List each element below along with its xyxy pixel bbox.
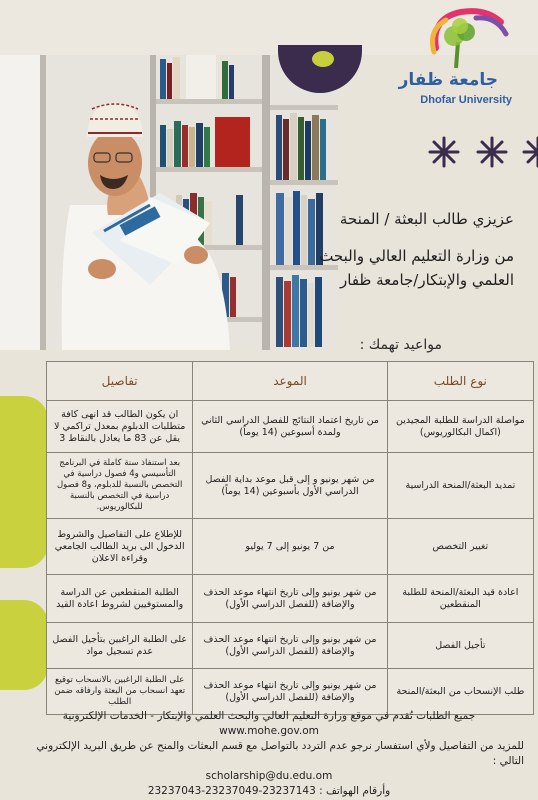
- table-row: [47, 669, 534, 715]
- heading-block: [254, 210, 514, 292]
- decorative-dot: [312, 51, 334, 67]
- cell-details: على الطلبة الراغبين بتأجيل الفصل عدم تسجيل مواد: [47, 623, 193, 669]
- asterisk-decoration: [428, 134, 538, 170]
- logo-arabic-text: جامعة ظفار: [398, 70, 498, 90]
- cell-request-type: مواصلة الدراسة للطلبة المجيدين (اكمال البكالوريوس): [387, 401, 533, 453]
- cell-request-type: تأجيل الفصل: [387, 623, 533, 669]
- cell-details: الطلبة المنقطعين عن الدراسة والمستوفيين لشروط اعادة القيد: [47, 575, 193, 623]
- table-row: [47, 519, 534, 575]
- cell-date: من شهر يونيو وإلى تاريخ انتهاء موعد الحذف والإضافة (للفصل الدراسي الأول): [193, 623, 387, 669]
- footer-phone-numbers: وأرقام الهواتف : 23237143-23237049-23237043: [147, 785, 391, 797]
- important-dates-label: مواعيد تهمك :: [359, 337, 442, 353]
- decorative-lime-bar: [0, 396, 48, 568]
- cell-date: من تاريخ اعتماد النتائج للفصل الدراسي الثاني ولمدة أسبوعين (14 يوماً): [193, 401, 387, 453]
- footer-email-link[interactable]: scholarship@du.edu.om: [205, 770, 333, 782]
- student-photo: [0, 55, 338, 350]
- table-header-row: [47, 362, 534, 401]
- footer: [14, 709, 524, 799]
- table-row: [47, 623, 534, 669]
- cell-request-type: تمديد البعثة/المنحة الدراسية: [387, 453, 533, 519]
- cell-details: بعد استنفاذ سنة كاملة في البرنامج التأسيسي و4 فصول دراسية في التخصص بالنسبة للدبلوم، و8 فصول دراسية في التخصص بالنسبة للبكالوريوس.: [47, 453, 193, 519]
- table-row: [47, 401, 534, 453]
- cell-request-type: طلب الإنسحاب من البعثة/المنحة: [387, 669, 533, 715]
- footer-website-link[interactable]: www.mohe.gov.om: [219, 725, 319, 737]
- cell-date: من 7 يونيو إلى 7 يوليو: [193, 519, 387, 575]
- cell-date: من شهر يونيو وإلى تاريخ انتهاء موعد الحذف والإضافة (للفصل الدراسي الأول): [193, 575, 387, 623]
- header-request-type: نوع الطلب: [387, 362, 533, 401]
- dates-table: [46, 361, 534, 715]
- cell-request-type: تغيير التخصص: [387, 519, 533, 575]
- heading-line-3: العلمي والإبتكار/جامعة ظفار: [340, 271, 514, 289]
- cell-details: ان يكون الطالب قد انهى كافة متطلبات الدبلوم بمعدل تراكمي لا يقل عن 83 ما يعادل بالنقاط 3: [47, 401, 193, 453]
- footer-submission-note: جميع الطلبات تُقدم في موقع وزارة التعليم العالي والبحث العلمي والإبتكار - الخدمات الإلكترونية: [62, 710, 476, 722]
- header-date: الموعد: [193, 362, 387, 401]
- footer-contact-note: للمزيد من التفاصيل ولأي استفسار نرجو عدم التردد بالتواصل مع قسم البعثات والمنح عن طريق البريد الإلكتروني التالي :: [36, 740, 524, 767]
- heading-title: عزيزي طالب البعثة / المنحة: [339, 210, 514, 228]
- header-details: تفاصيل: [47, 362, 193, 401]
- cell-details: على الطلبة الراغبين بالانسحاب توقيع تعهد انسحاب من البعثة وارفاقه ضمن الطلب: [47, 669, 193, 715]
- cell-date: من شهر يونيو وإلى تاريخ انتهاء موعد الحذف والإضافة (للفصل الدراسي الأول): [193, 669, 387, 715]
- table-row: [47, 453, 534, 519]
- cell-request-type: اعادة قيد البعثة/المنحة للطلبة المنقطعين: [387, 575, 533, 623]
- table-row: [47, 575, 534, 623]
- heading-line-2: من وزارة التعليم العالي والبحث: [319, 247, 514, 265]
- cell-details: للإطلاع على التفاصيل والشروط الدخول الى بريد الطالب الجامعي وقراءة الاعلان: [47, 519, 193, 575]
- logo-english-text: Dhofar University: [420, 94, 512, 106]
- decorative-lime-bar: [0, 600, 48, 690]
- cell-date: من شهر يونيو و إلى قبل موعد بداية الفصل الدراسي الأول بأسبوعين (14 يوماً): [193, 453, 387, 519]
